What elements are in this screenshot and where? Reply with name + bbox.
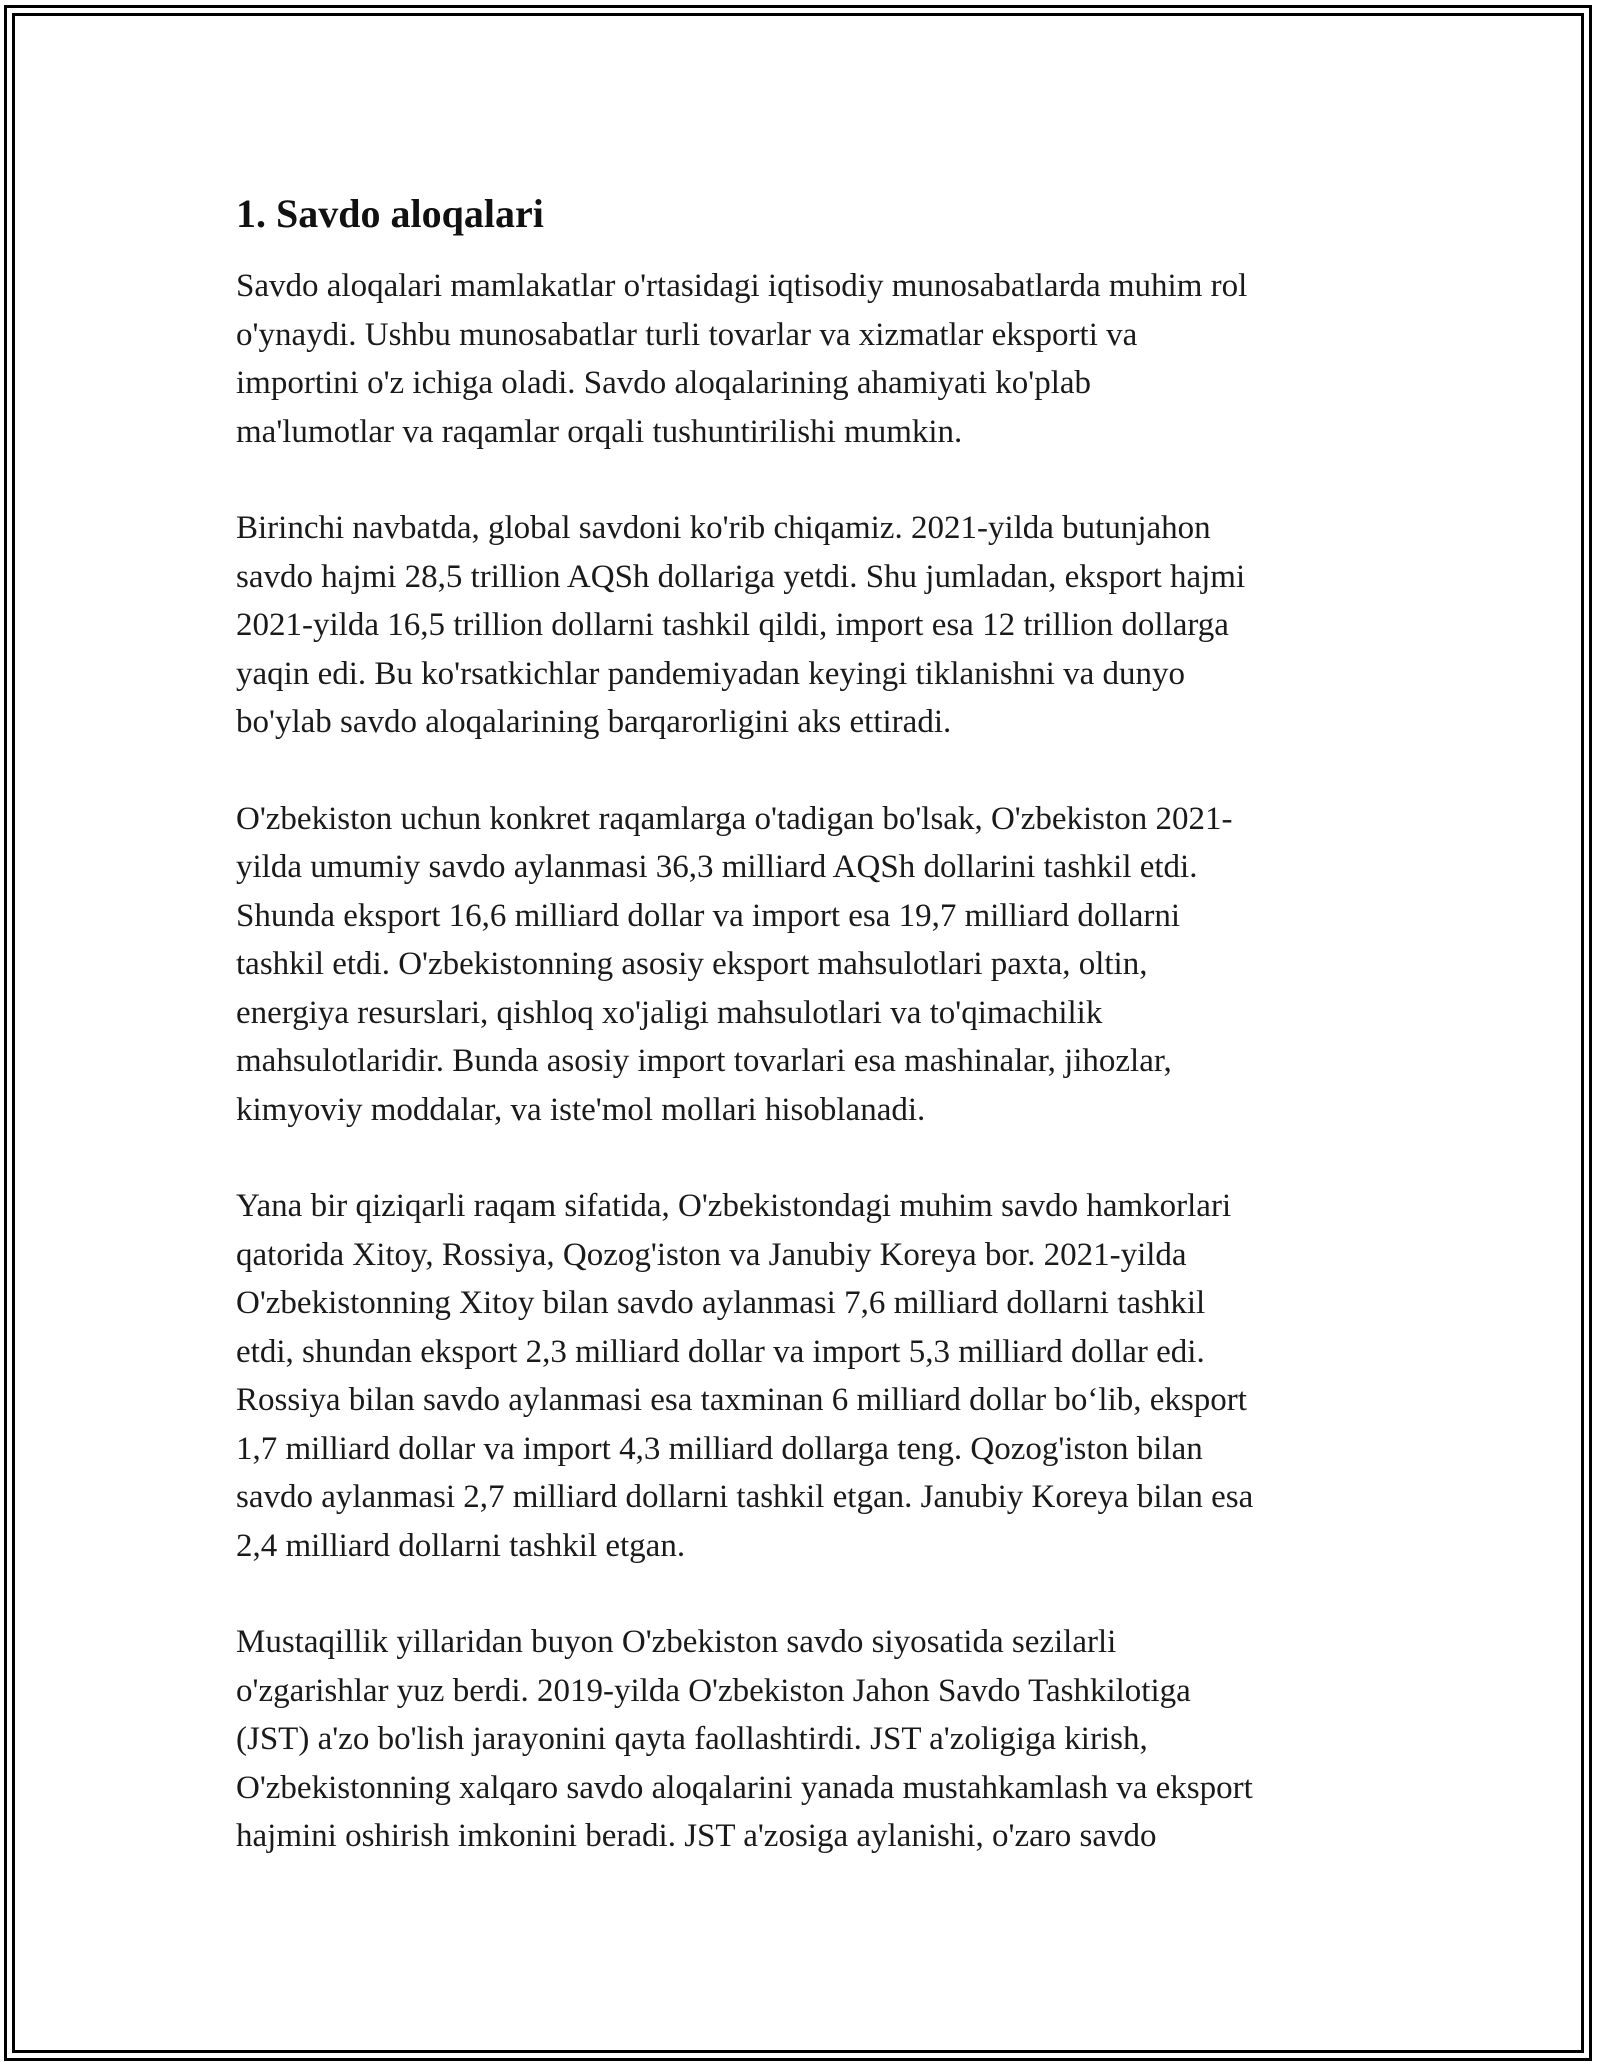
- paragraph-trade-policy: Mustaqillik yillaridan buyon O'zbekiston savdo siyosatida sezilarli o'zgarishlar yuz berdi. 2019-yilda O'zbekiston Jahon Savdo Tashkilotiga (JST) a'zo bo'lish jarayonini qayta faollashtirdi. JST a'zoligiga kirish, O'zbekistonning xalqaro savdo aloqalarini yanada mustahkamlash va eksport hajmini oshirish imkonini beradi. JST a'zosiga aylanishi, o'zaro savdo: [236, 1624, 1253, 1854]
- document-body: [236, 180, 1376, 1909]
- section-heading: 1. Savdo aloqalari: [236, 191, 544, 236]
- paragraph-trade-partners: Yana bir qiziqarli raqam sifatida, O'zbekistondagi muhim savdo hamkorlari qatorida Xitoy, Rossiya, Qozog'iston va Janubiy Koreya bor. 2021-yilda O'zbekistonning Xitoy bilan savdo aylanmasi 7,6 milliard dollarni tashkil etdi, shundan eksport 2,3 milliard dollar va import 5,3 milliard dollar edi. Rossiya bilan savdo aylanmasi esa taxminan 6 milliard dollar bo‘lib, eksport 1,7 milliard dollar va import 4,3 milliard dollarga teng. Qozog'iston bilan savdo aylanmasi 2,7 milliard dollarni tashkil etgan. Janubiy Koreya bilan esa 2,4 milliard dollarni tashkil etgan.: [236, 1188, 1254, 1564]
- paragraph-uzbekistan-trade: O'zbekiston uchun konkret raqamlarga o'tadigan bo'lsak, O'zbekiston 2021- yilda umumiy savdo aylanmasi 36,3 milliard AQSh dollarini tashkil etdi. Shunda eksport 16,6 milliard dollar va import esa 19,7 milliard dollarni tashkil etdi. O'zbekistonning asosiy eksport mahsulotlari paxta, oltin, energiya resurslari, qishloq xo'jaligi mahsulotlari va to'qimachilik mahsulotlaridir. Bunda asosiy import tovarlari esa mashinalar, jihozlar, kimyoviy moddalar, va iste'mol mollari hisoblanadi.: [236, 800, 1233, 1128]
- paragraph-global-trade: Birinchi navbatda, global savdoni ko'rib chiqamiz. 2021-yilda butunjahon savdo hajmi 28,5 trillion AQSh dollariga yetdi. Shu jumladan, eksport hajmi 2021-yilda 16,5 trillion dollarni tashkil qildi, import esa 12 trillion dollarga yaqin edi. Bu ko'rsatkichlar pandemiyadan keyingi tiklanishni va dunyo bo'ylab savdo aloqalarining barqarorligini aks ettiradi.: [236, 510, 1246, 740]
- paragraph-global-intro: Savdo aloqalari mamlakatlar o'rtasidagi iqtisodiy munosabatlarda muhim rol o'ynaydi. Ushbu munosabatlar turli tovarlar va xizmatlar eksporti va importini o'z ichiga oladi. Savdo aloqalarining ahamiyati ko'plab ma'lumotlar va raqamlar orqali tushuntirilishi mumkin.: [236, 268, 1248, 450]
